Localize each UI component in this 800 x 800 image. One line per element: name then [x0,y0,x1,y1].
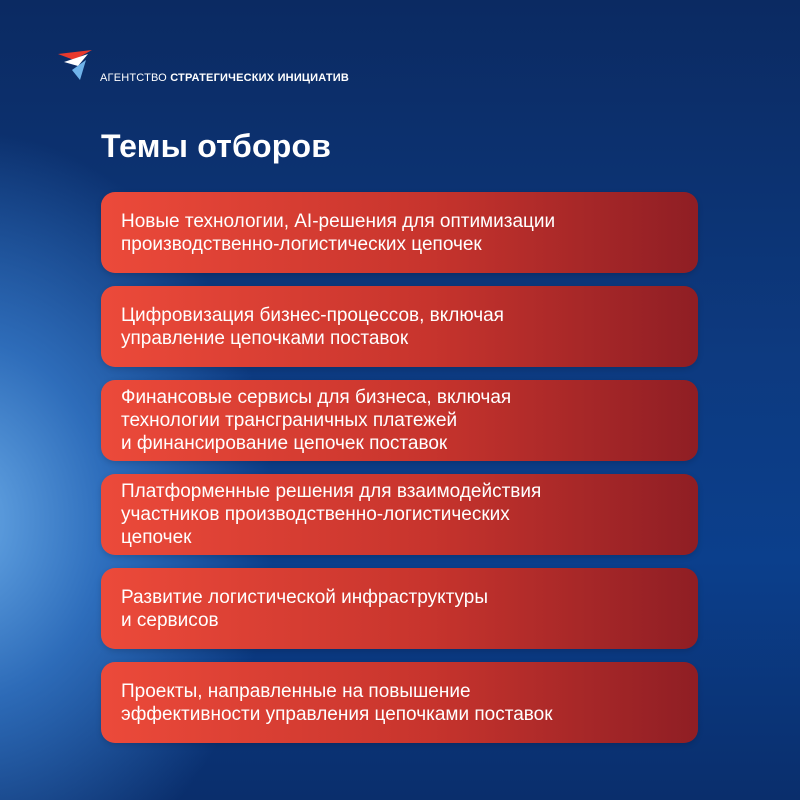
topic-card [101,286,698,367]
topics-list [101,192,698,743]
topic-line: технологии трансграничных платежей [121,410,458,431]
brand-name-light: АГЕНТСТВО [100,72,171,84]
topic-line: Развитие логистической инфраструктуры [121,586,489,608]
brand-emblem-icon [58,48,98,84]
topic-line: участников производственно-логистических [121,504,510,525]
page-title: Темы отборов [101,128,332,164]
topic-line: Цифровизация бизнес-процессов, включая [121,304,504,326]
topic-line: эффективности управления цепочками поставок [121,703,553,725]
topic-line: производственно-логистических цепочек [121,233,482,255]
topic-line: и сервисов [121,609,219,631]
topic-card [101,662,698,743]
topic-text [121,480,541,549]
topic-card [101,474,698,555]
topic-text [121,210,555,256]
topic-line: Финансовые сервисы для бизнеса, включая [121,387,512,408]
topic-line: Проекты, направленные на повышение [121,680,471,702]
topic-line: управление цепочками поставок [121,327,409,349]
topic-line: цепочек [121,527,192,548]
topic-text [121,386,511,455]
topic-card [101,192,698,273]
topic-text [121,586,488,632]
brand-logo [58,48,358,88]
topic-card [101,380,698,461]
topic-text [121,304,504,350]
topic-card [101,568,698,649]
topic-line: Платформенные решения для взаимодействия [121,481,542,502]
topic-text [121,680,553,726]
brand-name-bold: СТРАТЕГИЧЕСКИХ ИНИЦИАТИВ [170,72,350,84]
topic-line: Новые технологии, AI-решения для оптимизации [121,210,556,232]
topic-line: и финансирование цепочек поставок [121,433,448,454]
brand-name [100,72,349,84]
